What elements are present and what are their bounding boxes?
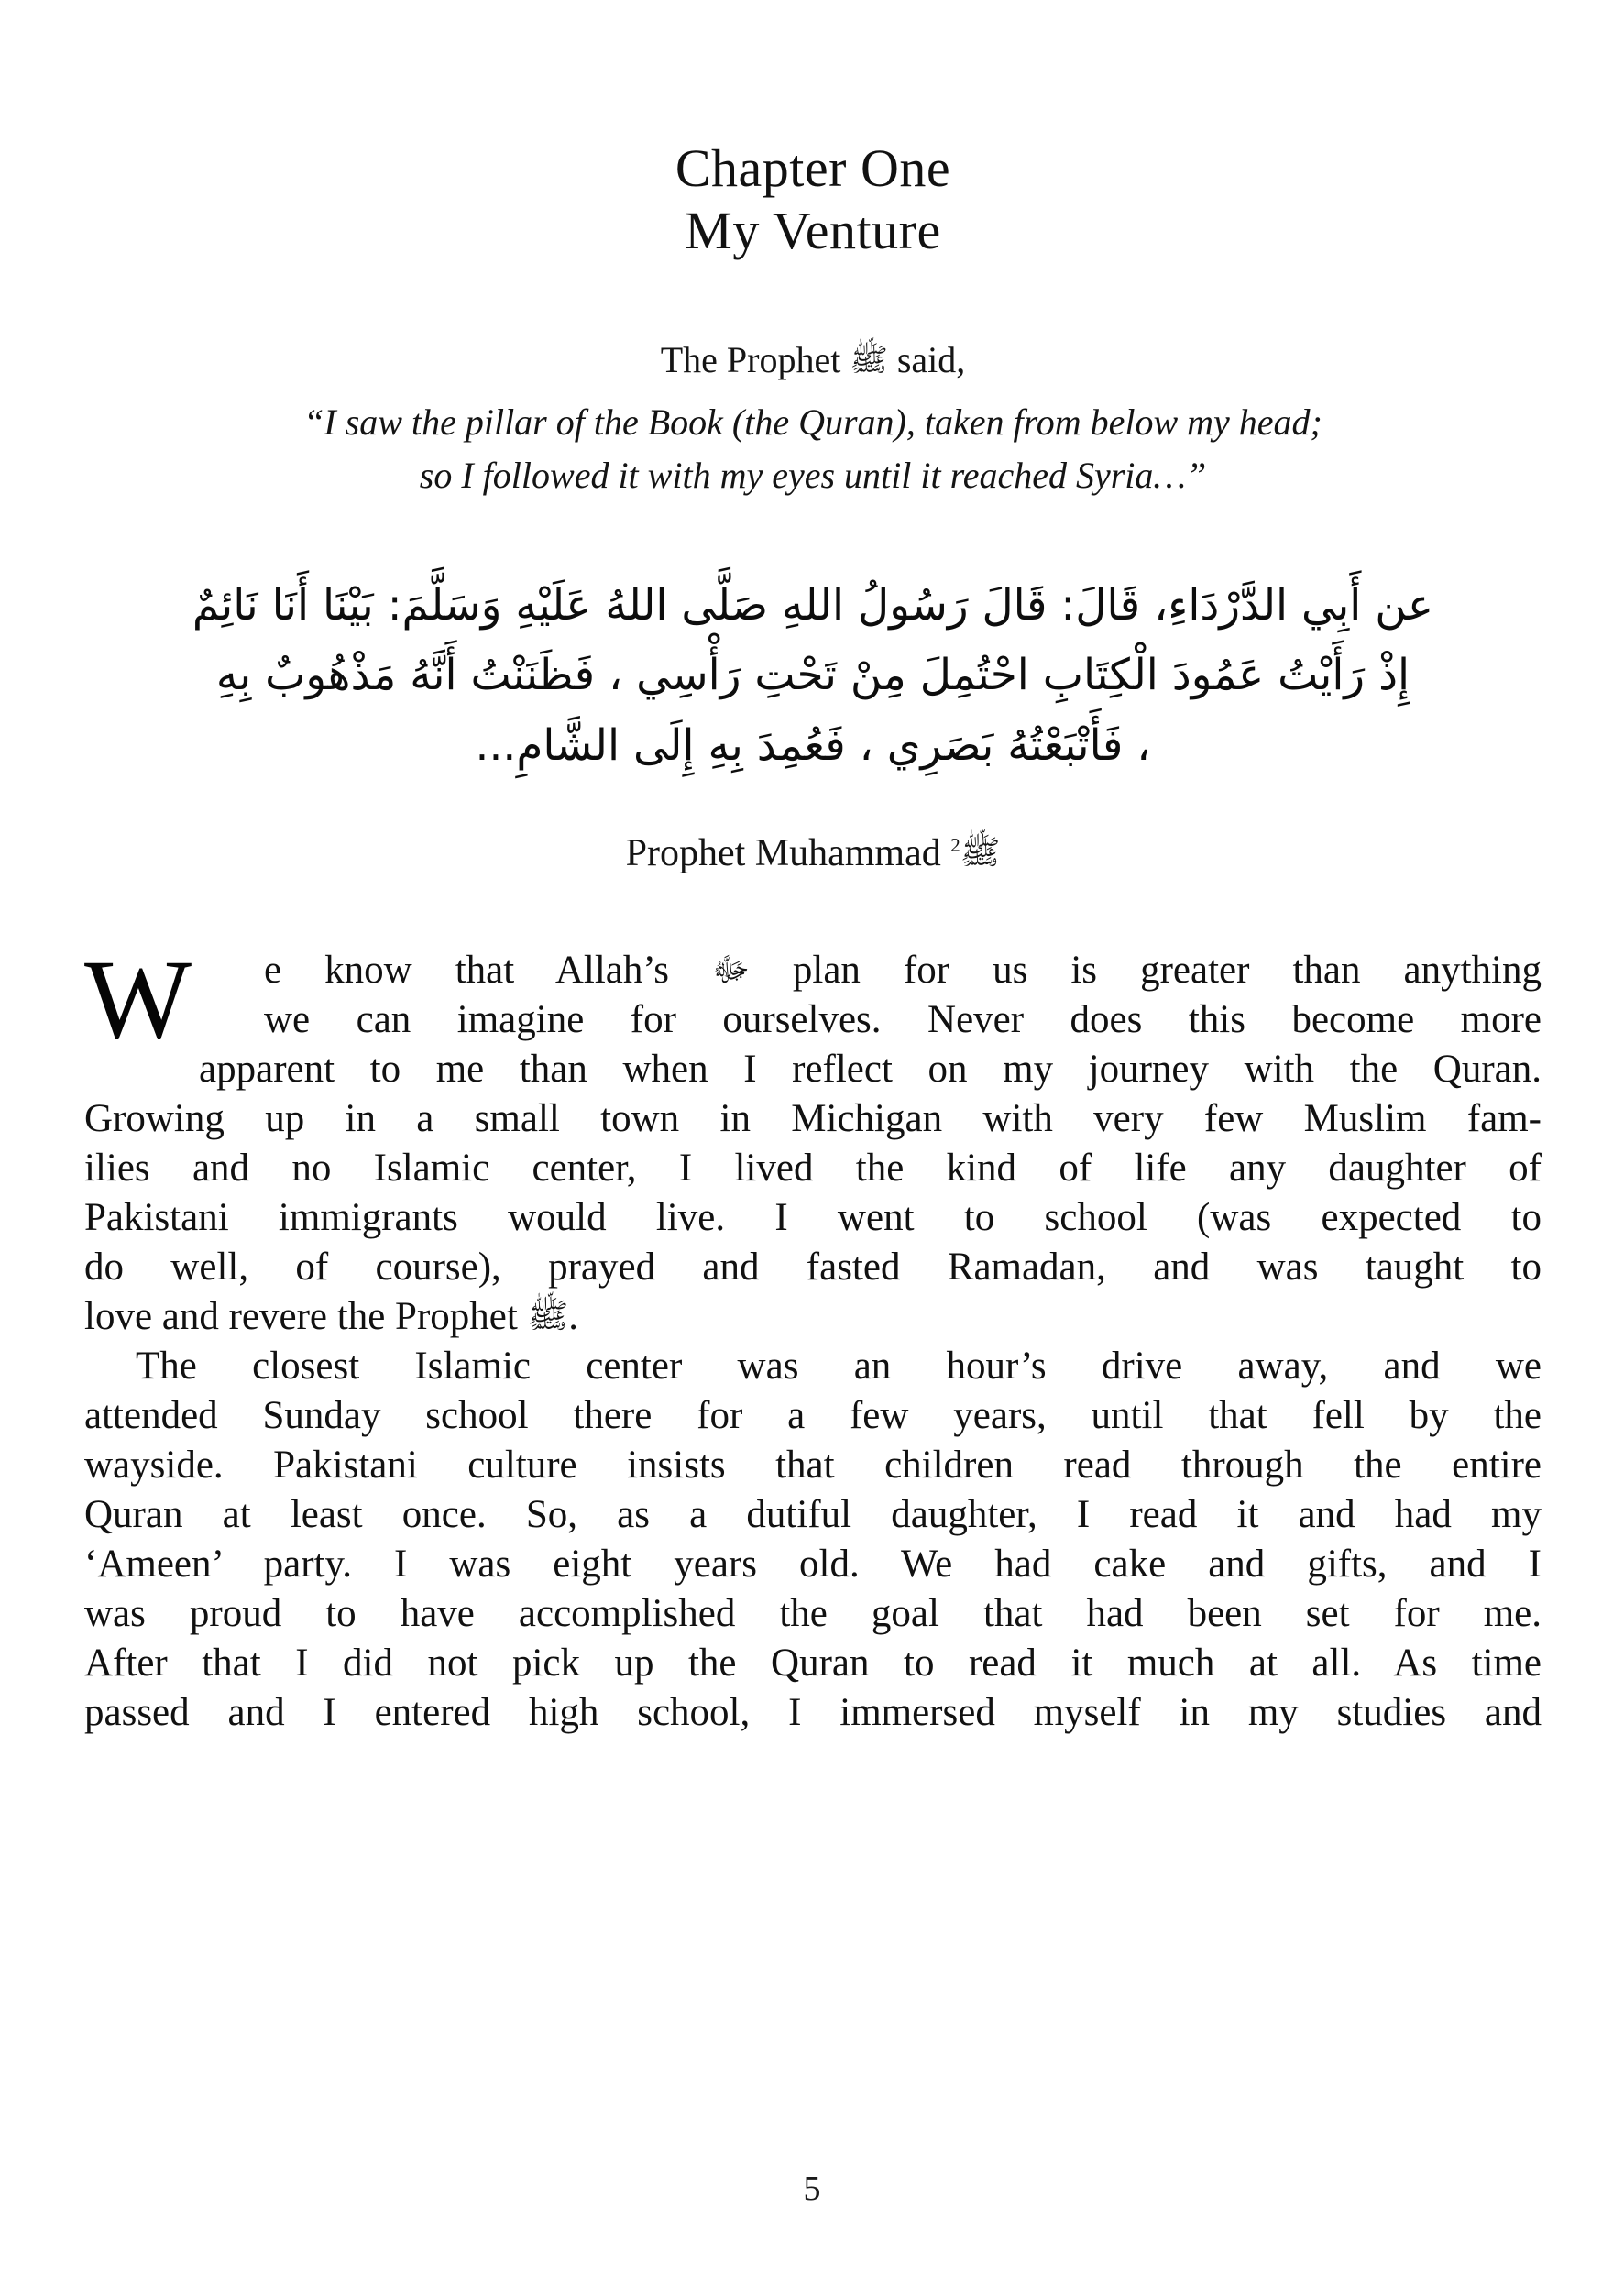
arabic-hadith-block	[84, 571, 1542, 780]
paragraph-2-line-5: ‘Ameen’ party. I was eight years old. We had cake and gifts, and I	[84, 1542, 1542, 1586]
paragraph-1-line-7: do well, of course), prayed and fasted Ramadan, and was taught to	[84, 1245, 1542, 1289]
arabic-line-1: عن أَبِي الدَّرْدَاءِ، قَالَ: قَالَ رَسُولُ اللهِ صَلَّى اللهُ عَلَيْهِ وَسَلَّمَ: بَيْنَا أَنَا نَائِمٌ	[192, 580, 1434, 631]
paragraph-2-line-4: Quran at least once. So, as a dutiful daughter, I read it and had my	[84, 1492, 1542, 1536]
epigraph-quote	[84, 396, 1542, 504]
drop-cap: W	[84, 937, 192, 1063]
epigraph-attribution-line	[84, 335, 1542, 387]
chapter-heading	[84, 137, 1542, 263]
salawat-icon: ﷺ	[850, 341, 888, 379]
paragraph-2	[84, 1342, 1542, 1738]
epigraph-block	[84, 335, 1542, 503]
jalla-jalaluhu-icon: ﷻ	[712, 950, 750, 990]
paragraph-1-line-2: we can imagine for ourselves. Never does this become more	[264, 998, 1542, 1042]
footnote-marker: 2	[950, 833, 960, 856]
salawat-icon: ﷺ	[527, 1295, 569, 1335]
chapter-number-label: Chapter One	[675, 138, 951, 198]
epigraph-intro-before: The Prophet	[660, 338, 841, 380]
paragraph-1-line-8	[84, 1292, 1542, 1342]
arabic-line-2: إِذْ رَأَيْتُ عَمُودَ الْكِتَابِ احْتُمِلَ مِنْ تَحْتِ رَأْسِي ، فَظَنَنْتُ أَنَّهُ مَذْهُوبٌ بِهِ	[215, 650, 1410, 701]
paragraph-2-line-7: After that I did not pick up the Quran to read it much at all. As time	[84, 1641, 1542, 1685]
paragraph-1-line-5: ilies and no Islamic center, I lived the kind of life any daughter of	[84, 1147, 1542, 1191]
page-number: 5	[803, 2169, 821, 2208]
paragraph-1-line-4: Growing up in a small town in Michigan with very few Muslim fam-	[84, 1097, 1542, 1141]
paragraph-1	[84, 937, 1542, 1342]
paragraph-2-line-6: was proud to have accomplished the goal that had been set for me.	[84, 1591, 1542, 1635]
paragraph-2-line-2: attended Sunday school there for a few years, until that fell by the	[84, 1393, 1542, 1437]
paragraph-1-line-1-text-after: plan for us is greater than anything	[792, 949, 1542, 993]
paragraph-1-line-6: Pakistani immigrants would live. I went to school (was expected to	[84, 1196, 1542, 1239]
page-content-column	[84, 0, 1542, 1737]
salawat-icon: ﷺ	[960, 831, 1001, 872]
paragraph-1-line-3: apparent to me than when I reflect on my journey with the Quran.	[199, 1048, 1542, 1092]
paragraph-2-line-1: The closest Islamic center was an hour’s drive away, and we	[136, 1344, 1542, 1388]
epigraph-intro-after: said,	[896, 338, 966, 380]
chapter-title: My Venture	[685, 201, 941, 261]
paragraph-1-line-1	[84, 946, 1542, 995]
paragraph-1-line-8-text: love and revere the Prophet	[84, 1294, 518, 1338]
paragraph-2-line-8: passed and I entered high school, I immersed myself in my studies and	[84, 1690, 1542, 1734]
epigraph-quote-line-1: “I saw the pillar of the Book (the Quran), taken from below my head;	[303, 401, 1322, 443]
body-text	[84, 937, 1542, 1737]
paragraph-1-line-1-text-before: e know that Allah’s	[264, 949, 670, 993]
hadith-attribution	[84, 829, 1542, 879]
paragraph-1-final-punctuation: .	[568, 1294, 578, 1338]
arabic-line-3: ، فَأَتْبَعْتُهُ بَصَرِي ، فَعُمِدَ بِهِ إِلَى الشَّامِ...	[475, 719, 1151, 771]
epigraph-quote-line-2: so I followed it with my eyes until it reached Syria…”	[419, 455, 1207, 497]
attribution-name: Prophet Muhammad	[625, 831, 941, 874]
paragraph-2-line-3: wayside. Pakistani culture insists that children read through the entire	[84, 1443, 1542, 1487]
